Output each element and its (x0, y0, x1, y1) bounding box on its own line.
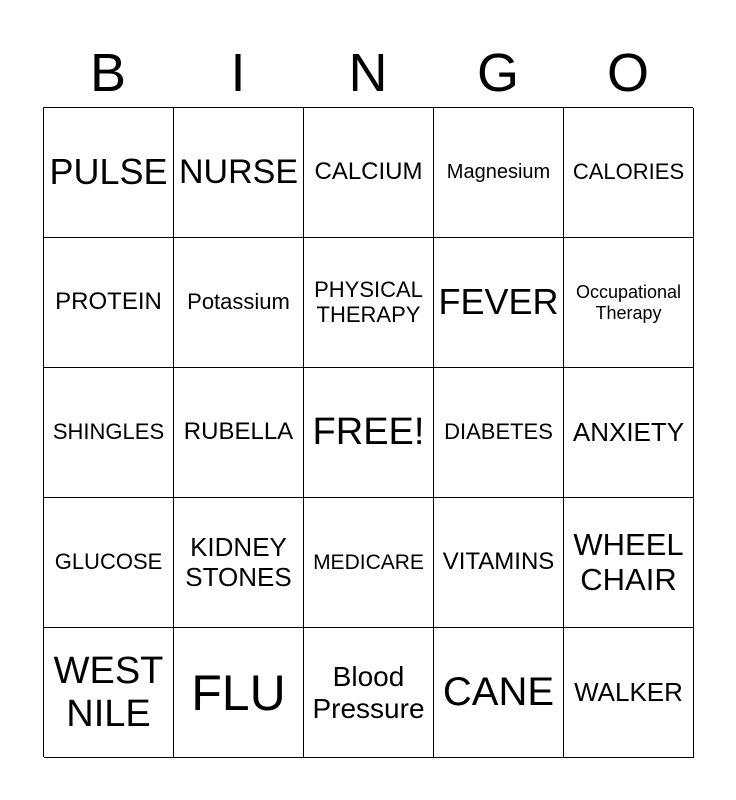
bingo-cell[interactable]: WHEEL CHAIR (564, 498, 694, 628)
bingo-cell[interactable]: GLUCOSE (44, 498, 174, 628)
header-letter-g: G (476, 43, 519, 103)
bingo-cell[interactable]: Magnesium (434, 108, 564, 238)
bingo-cell[interactable]: Potassium (174, 238, 304, 368)
bingo-cell[interactable]: WALKER (564, 628, 694, 758)
bingo-cell[interactable]: PROTEIN (44, 238, 174, 368)
bingo-cell[interactable]: NURSE (174, 108, 304, 238)
bingo-cell[interactable]: CANE (434, 628, 564, 758)
bingo-cell[interactable]: RUBELLA (174, 368, 304, 498)
bingo-cell[interactable]: WEST NILE (44, 628, 174, 758)
bingo-cell[interactable]: ANXIETY (564, 368, 694, 498)
header-letter-n: N (348, 43, 388, 103)
bingo-header (43, 40, 693, 106)
bingo-cell[interactable]: CALCIUM (304, 108, 434, 238)
bingo-cell[interactable]: PULSE (44, 108, 174, 238)
bingo-board (43, 107, 693, 757)
header-letter-b: B (89, 43, 127, 103)
free-space[interactable]: FREE! (304, 368, 434, 498)
bingo-cell[interactable]: DIABETES (434, 368, 564, 498)
bingo-cell[interactable]: MEDICARE (304, 498, 434, 628)
bingo-cell[interactable]: VITAMINS (434, 498, 564, 628)
header-letter-i: I (230, 43, 246, 103)
bingo-cell[interactable]: Blood Pressure (304, 628, 434, 758)
bingo-cell[interactable]: Occupational Therapy (564, 238, 694, 368)
bingo-cell[interactable]: KIDNEY STONES (174, 498, 304, 628)
header-letter-o: O (606, 43, 649, 103)
bingo-cell[interactable]: CALORIES (564, 108, 694, 238)
bingo-cell[interactable]: FLU (174, 628, 304, 758)
bingo-cell[interactable]: PHYSICAL THERAPY (304, 238, 434, 368)
bingo-cell[interactable]: FEVER (434, 238, 564, 368)
bingo-cell[interactable]: SHINGLES (44, 368, 174, 498)
